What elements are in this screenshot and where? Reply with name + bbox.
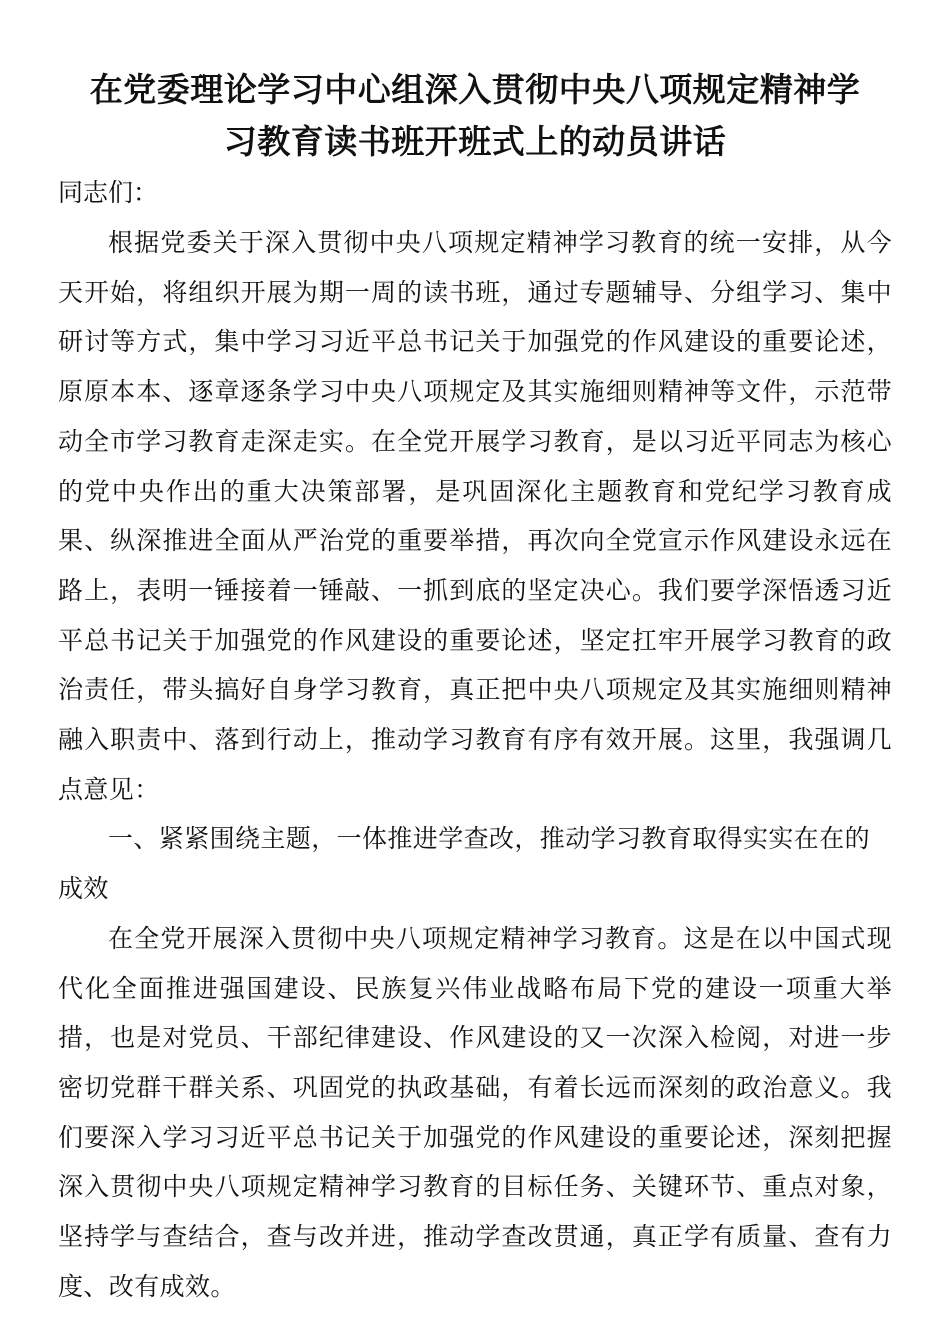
title-line-2: 习教育读书班开班式上的动员讲话 bbox=[223, 122, 727, 161]
document-page bbox=[58, 64, 892, 1311]
body-paragraph-2: 在全党开展深入贯彻中央八项规定精神学习教育。这是在以中国式现代化全面推进强国建设、民族复兴伟业战略布局下党的建设一项重大举措，也是对党员、干部纪律建设、作风建设的又一次深入检阅，对进一步密切党群干群关系、巩固党的执政基础，有着长远而深刻的政治意义。我们要深入学习习近平总书记关于加强党的作风建设的重要论述，深刻把握深入贯彻中央八项规定精神学习教育的目标任务、关键环节、重点对象，坚持学与查结合，查与改并进，推动学查改贯通，真正学有质量、查有力度、改有成效。 bbox=[58, 923, 892, 1301]
salutation: 同志们： bbox=[58, 178, 159, 207]
body-paragraph-1: 根据党委关于深入贯彻中央八项规定精神学习教育的统一安排，从今天开始，将组织开展为期一周的读书班，通过专题辅导、分组学习、集中研讨等方式，集中学习习近平总书记关于加强党的作风建设的重要论述，原原本本、逐章逐条学习中央八项规定及其实施细则精神等文件，示范带动全市学习教育走深走实。在全党开展学习教育，是以习近平同志为核心的党中央作出的重大决策部署，是巩固深化主题教育和党纪学习教育成果、纵深推进全面从严治党的重要举措，再次向全党宣示作风建设永远在路上，表明一锤接着一锤敲、一抓到底的坚定决心。我们要学深悟透习近平总书记关于加强党的作风建设的重要论述，坚定扛牢开展学习教育的政治责任，带头搞好自身学习教育，真正把中央八项规定及其实施细则精神融入职责中、落到行动上，推动学习教育有序有效开展。这里，我强调几点意见： bbox=[58, 228, 892, 804]
title-line-1: 在党委理论学习中心组深入贯彻中央八项规定精神学 bbox=[89, 70, 861, 109]
document-title bbox=[58, 64, 892, 168]
section-heading-1: 一、紧紧围绕主题，一体推进学查改，推动学习教育取得实实在在的成效 bbox=[58, 824, 871, 904]
